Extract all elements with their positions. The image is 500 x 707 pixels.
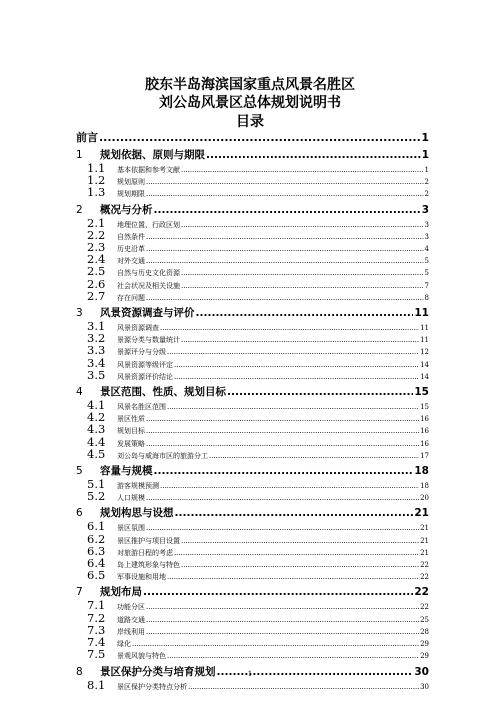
toc-dot-leader xyxy=(146,426,419,436)
toc-entry-label: 对外交通 xyxy=(117,257,145,266)
toc-entry-number: 4.5 xyxy=(87,446,106,461)
toc-dot-leader xyxy=(181,165,424,175)
toc-entry-number: 2.2 xyxy=(87,227,106,242)
toc-entry-number: 8.1 xyxy=(87,677,106,692)
toc-entry-number: 1.2 xyxy=(87,173,106,188)
toc-entry-section[interactable] xyxy=(76,491,429,503)
toc-entry-label: 功能分区 xyxy=(117,603,145,612)
toc-entry-number: 7.1 xyxy=(87,598,106,613)
toc-entry-label: 景区性质 xyxy=(117,415,145,424)
toc-heading: 目录 xyxy=(236,114,264,130)
toc-entry-label: 规划期限 xyxy=(117,190,145,199)
toc-dot-leader xyxy=(146,232,424,242)
toc-dot-leader xyxy=(181,281,424,291)
toc-entry-label: 历史沿革 xyxy=(117,245,145,254)
toc-entry-preface[interactable] xyxy=(76,130,429,145)
toc-entry-label: 容量与规模 xyxy=(100,465,153,478)
toc-entry-number: 7.3 xyxy=(87,622,106,637)
toc-entry-number: 5.1 xyxy=(87,477,106,492)
toc-entry-page: 25 xyxy=(420,615,429,624)
toc-entry-page: 21 xyxy=(420,524,429,533)
toc-dot-leader xyxy=(146,244,424,254)
toc-entry-number: 4.4 xyxy=(87,434,106,449)
toc-dot-leader xyxy=(146,177,424,187)
toc-entry-section[interactable] xyxy=(76,531,429,546)
toc-entry-label: 风景资源调查与评价 xyxy=(100,307,195,320)
toc-entry-section[interactable] xyxy=(76,570,429,582)
toc-entry-number: 3.5 xyxy=(87,367,106,382)
toc-entry-page: 3 xyxy=(421,203,429,216)
toc-entry-page: 17 xyxy=(420,451,429,460)
toc-entry-section[interactable] xyxy=(76,412,429,424)
toc-entry-label: 规划构思与设想 xyxy=(100,507,174,520)
toc-dot-leader xyxy=(146,627,419,637)
toc-entry-section[interactable] xyxy=(76,333,429,345)
toc-entry-page: 21 xyxy=(420,548,429,557)
toc-entry-number: 1.1 xyxy=(87,161,106,175)
toc-dot-leader xyxy=(181,220,424,230)
toc-entry-label: 景源分类与数量统计 xyxy=(117,336,180,345)
toc-dot-leader xyxy=(174,548,419,558)
toc-entry-section[interactable] xyxy=(76,163,429,175)
toc-entry-label: 景区推护与项目设置 xyxy=(117,536,180,545)
toc-entry-number: 7.4 xyxy=(87,635,106,650)
toc-dot-leader xyxy=(206,148,421,162)
toc-entry-number: 2.6 xyxy=(87,276,106,291)
toc-entry-page: 18 xyxy=(414,465,429,478)
table-of-contents xyxy=(76,130,429,692)
toc-entry-number: 2.3 xyxy=(87,240,106,255)
toc-entry-number: 4.3 xyxy=(87,422,106,437)
toc-entry-page: 16 xyxy=(420,415,429,424)
toc-entry-section[interactable] xyxy=(76,400,429,412)
toc-entry-page: 29 xyxy=(420,640,429,649)
toc-entry-number: 5 xyxy=(76,465,83,478)
toc-dot-leader xyxy=(227,385,413,399)
toc-entry-page: 7 xyxy=(424,281,429,290)
toc-entry-page: 30 xyxy=(414,665,429,678)
toc-entry-page: 11 xyxy=(414,307,429,320)
toc-entry-label: 规划原则 xyxy=(117,178,145,187)
toc-entry-section[interactable] xyxy=(76,254,429,266)
page-number: 1 xyxy=(247,670,253,678)
toc-entry-chapter[interactable] xyxy=(76,506,429,520)
toc-entry-page: 8 xyxy=(424,293,429,302)
toc-entry-page: 14 xyxy=(420,360,429,369)
toc-dot-leader xyxy=(154,464,414,478)
toc-entry-section[interactable] xyxy=(76,242,429,254)
toc-entry-section[interactable] xyxy=(76,355,429,370)
toc-entry-page: 11 xyxy=(420,336,429,345)
toc-entry-page: 1 xyxy=(424,166,429,174)
document-header xyxy=(0,76,500,131)
toc-entry-label: 规划目标 xyxy=(117,427,145,436)
toc-entry-chapter[interactable] xyxy=(76,585,429,599)
toc-entry-page: 4 xyxy=(424,245,429,254)
toc-entry-section[interactable] xyxy=(76,677,429,692)
toc-entry-label: 景区保护分类与培育规划 xyxy=(100,665,216,678)
toc-dot-leader xyxy=(146,439,419,449)
toc-dot-leader xyxy=(167,402,419,412)
toc-entry-section[interactable] xyxy=(76,276,429,291)
toc-dot-leader xyxy=(160,481,419,491)
toc-entry-number: 6.4 xyxy=(87,556,106,571)
toc-dot-leader xyxy=(181,335,419,345)
toc-entry-label: 景区氛围 xyxy=(117,524,145,533)
toc-entry-number: 3.4 xyxy=(87,355,106,370)
toc-dot-leader xyxy=(196,306,414,320)
toc-entry-section[interactable] xyxy=(76,227,429,242)
toc-entry-page: 14 xyxy=(420,372,429,381)
toc-entry-number: 3 xyxy=(76,307,83,320)
toc-entry-number: 6.2 xyxy=(87,531,106,546)
toc-entry-label: 绿化 xyxy=(117,640,131,649)
toc-entry-chapter[interactable] xyxy=(76,203,429,217)
toc-entry-page: 12 xyxy=(420,348,429,357)
toc-entry-section[interactable] xyxy=(76,610,429,625)
toc-entry-page: 22 xyxy=(420,603,429,612)
toc-entry-label: 对旅游日程的考虑 xyxy=(117,548,173,557)
toc-entry-number: 6.1 xyxy=(87,519,106,534)
toc-entry-chapter[interactable] xyxy=(76,385,429,399)
toc-dot-leader xyxy=(174,360,419,370)
toc-dot-leader xyxy=(146,602,419,612)
toc-entry-chapter[interactable] xyxy=(76,148,429,162)
toc-entry-section[interactable] xyxy=(76,446,429,461)
toc-entry-number: 1.3 xyxy=(87,185,106,200)
toc-dot-leader xyxy=(146,256,424,266)
toc-entry-label: 风景资源评价结论 xyxy=(117,372,173,381)
toc-entry-label: 刘公岛与威海市区的旅游分工 xyxy=(117,451,208,460)
toc-entry-page: 22 xyxy=(420,573,429,582)
toc-entry-section[interactable] xyxy=(76,521,429,533)
toc-entry-number: 2.4 xyxy=(87,252,106,267)
toc-entry-section[interactable] xyxy=(76,345,429,357)
toc-entry-page: 18 xyxy=(420,482,429,491)
toc-entry-number: 2.7 xyxy=(87,288,106,303)
toc-entry-section[interactable] xyxy=(76,321,429,333)
toc-entry-number: 4 xyxy=(76,386,83,399)
toc-entry-page: 15 xyxy=(414,386,429,399)
toc-entry-number: 3.3 xyxy=(87,343,106,358)
toc-entry-number: 4.1 xyxy=(87,398,106,413)
toc-entry-label: 景区范围、性质、规划目标 xyxy=(100,386,226,399)
toc-entry-label: 规划布局 xyxy=(100,586,142,599)
toc-entry-page: 5 xyxy=(424,257,429,266)
toc-dot-leader xyxy=(167,572,419,582)
toc-dot-leader xyxy=(99,130,420,145)
toc-entry-number: 5.2 xyxy=(87,489,106,504)
toc-dot-leader xyxy=(146,414,419,424)
toc-entry-label: 风景资源调查 xyxy=(117,324,159,333)
toc-dot-leader xyxy=(174,372,419,382)
toc-entry-number: 3.1 xyxy=(87,319,106,334)
toc-entry-label: 基本依据和参考文献 xyxy=(117,166,180,174)
toc-entry-page: 16 xyxy=(420,439,429,448)
toc-entry-label: 风景名胜区范围 xyxy=(117,403,166,412)
toc-entry-section[interactable] xyxy=(76,543,429,558)
toc-entry-label: 风景资源等级评定 xyxy=(117,360,173,369)
toc-entry-label: 概况与分析 xyxy=(100,203,153,216)
toc-entry-section[interactable] xyxy=(76,175,429,187)
toc-entry-page: 2 xyxy=(424,178,429,187)
toc-entry-section[interactable] xyxy=(76,479,429,491)
toc-entry-label: 人口规模 xyxy=(117,494,145,503)
toc-entry-label: 社会状况及相关设施 xyxy=(117,281,180,290)
toc-entry-number: 6.3 xyxy=(87,543,106,558)
toc-entry-label: 军事设施和用地 xyxy=(117,573,166,582)
document-title-line1: 胶东半岛海滨国家重点风景名胜区 xyxy=(145,77,355,93)
toc-entry-section[interactable] xyxy=(76,215,429,230)
toc-entry-label: 道路交通 xyxy=(117,615,145,624)
toc-dot-leader xyxy=(143,585,413,599)
toc-entry-section[interactable] xyxy=(76,622,429,637)
toc-entry-label: 自然与历史文化资源 xyxy=(117,269,180,278)
toc-entry-number: 7 xyxy=(76,586,83,599)
toc-entry-number: 1 xyxy=(76,149,83,161)
toc-entry-page: 21 xyxy=(420,536,429,545)
toc-entry-page: 16 xyxy=(420,427,429,436)
toc-dot-leader xyxy=(175,506,414,520)
toc-entry-page: 28 xyxy=(420,627,429,636)
toc-entry-page: 3 xyxy=(424,220,429,229)
toc-entry-section[interactable] xyxy=(76,288,429,303)
toc-entry-page: 30 xyxy=(420,682,429,691)
toc-dot-leader xyxy=(154,203,421,217)
toc-entry-page: 5 xyxy=(424,269,429,278)
toc-dot-leader xyxy=(188,682,419,692)
toc-entry-label: 景源评分与分级 xyxy=(117,348,166,357)
toc-entry-number: 3.2 xyxy=(87,331,106,346)
toc-dot-leader xyxy=(132,639,419,649)
toc-dot-leader xyxy=(146,493,419,503)
toc-dot-leader xyxy=(146,523,419,533)
toc-entry-page: 2 xyxy=(424,190,429,199)
toc-entry-number: 6.5 xyxy=(87,568,106,583)
toc-entry-number: 7.2 xyxy=(87,610,106,625)
toc-dot-leader xyxy=(181,268,424,278)
toc-entry-section[interactable] xyxy=(76,424,429,436)
toc-entry-page: 22 xyxy=(414,586,429,599)
toc-entry-chapter[interactable] xyxy=(76,306,429,320)
toc-entry-section[interactable] xyxy=(76,266,429,278)
toc-entry-section[interactable] xyxy=(76,187,429,199)
toc-entry-label: 岛上建筑形象与特色 xyxy=(117,561,180,570)
toc-dot-leader xyxy=(181,536,419,546)
toc-dot-leader xyxy=(146,293,424,303)
toc-entry-label: 景观风貌与特色 xyxy=(117,652,166,661)
toc-dot-leader xyxy=(167,347,419,357)
toc-entry-page: 1 xyxy=(421,149,429,161)
toc-entry-number: 2.5 xyxy=(87,264,106,279)
toc-entry-section[interactable] xyxy=(76,637,429,649)
toc-dot-leader xyxy=(209,451,419,461)
toc-entry-label: 自然条件 xyxy=(117,232,145,241)
document-title-line2: 刘公岛风景区总体规划说明书 xyxy=(159,95,341,111)
toc-entry-number: 8 xyxy=(76,665,83,678)
toc-entry-label: 岸线利用 xyxy=(117,627,145,636)
toc-entry-label: 游客规模预测 xyxy=(117,482,159,491)
toc-entry-label: 景区保护分类特点分析 xyxy=(117,682,187,691)
toc-entry-page: 15 xyxy=(420,403,429,412)
toc-entry-label: 发展策略 xyxy=(117,439,145,448)
toc-dot-leader xyxy=(146,189,424,199)
toc-entry-label: 规划依据、原则与期限 xyxy=(100,149,205,161)
toc-entry-section[interactable] xyxy=(76,558,429,570)
toc-entry-page: 3 xyxy=(424,232,429,241)
toc-entry-number: 2 xyxy=(76,203,83,216)
toc-entry-section[interactable] xyxy=(76,367,429,382)
toc-entry-label: 存在问题 xyxy=(117,293,145,302)
toc-entry-chapter[interactable] xyxy=(76,464,429,478)
toc-entry-label: 地理位置、行政区划 xyxy=(117,220,180,229)
toc-entry-number: 4.2 xyxy=(87,410,106,425)
toc-entry-page: 1 xyxy=(421,131,429,144)
toc-entry-number: 6 xyxy=(76,507,83,520)
toc-entry-section[interactable] xyxy=(76,649,429,661)
toc-entry-section[interactable] xyxy=(76,434,429,449)
toc-entry-page: 11 xyxy=(420,324,429,333)
toc-entry-number: 2.1 xyxy=(87,215,106,230)
toc-entry-page: 22 xyxy=(420,561,429,570)
toc-entry-page: 21 xyxy=(414,507,429,520)
toc-entry-page: 20 xyxy=(420,494,429,503)
toc-entry-page: 29 xyxy=(420,652,429,661)
toc-entry-section[interactable] xyxy=(76,600,429,612)
toc-dot-leader xyxy=(160,323,419,333)
toc-entry-label: 前言 xyxy=(76,131,98,144)
toc-dot-leader xyxy=(146,615,419,625)
toc-dot-leader xyxy=(181,560,419,570)
toc-dot-leader xyxy=(167,651,419,661)
toc-entry-number: 7.5 xyxy=(87,647,106,662)
